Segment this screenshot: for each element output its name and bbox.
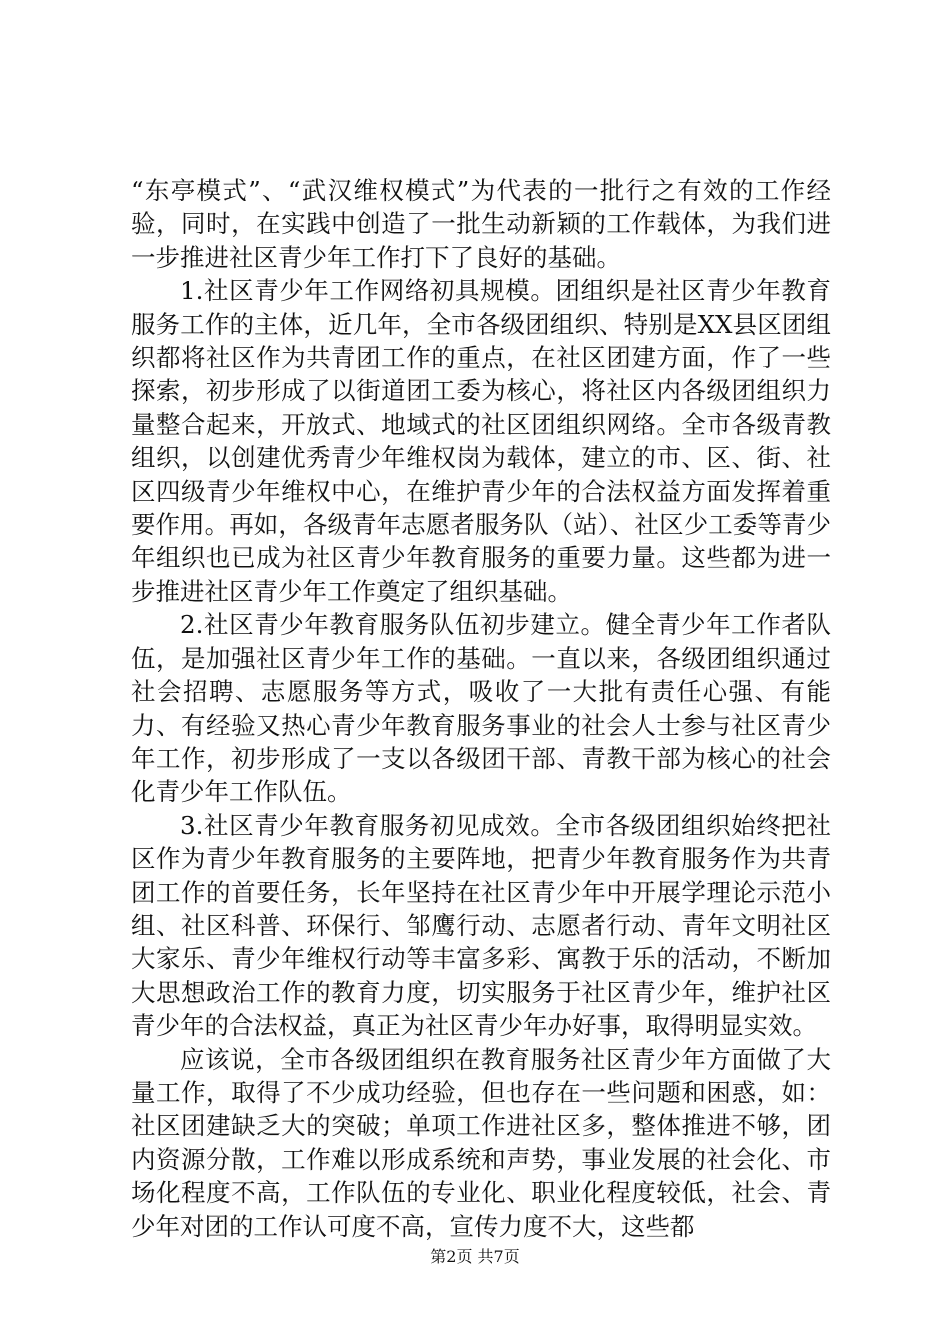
paragraph-team: 2.社区青少年教育服务队伍初步建立。健全青少年工作者队伍，是加强社区青少年工作的基础。一直以来，各级团组织通过社会招聘、志愿服务等方式，吸收了一大批有责任心强、有能力、有经验又热心青少年教育服务事业的社会人士参与社区青少年工作，初步形成了一支以各级团干部、青教干部为核心的社会化青少年工作队伍。 — [131, 610, 831, 807]
paragraph-network: 1.社区青少年工作网络初具规模。团组织是社区青少年教育服务工作的主体，近几年，全市各级团组织、特别是XX县区团组织都将社区作为共青团工作的重点，在社区团建方面，作了一些探索，初步形成了以街道团工委为核心，将社区内各级团组织力量整合起来，开放式、地域式的社区团组织网络。全市各级青教组织，以创建优秀青少年维权岗为载体，建立的市、区、街、社区四级青少年维权中心，在维护青少年的合法权益方面发挥着重要作用。再如，各级青年志愿者服务队（站）、社区少工委等青少年组织也已成为社区青少年教育服务的重要力量。这些都为进一步推进社区青少年工作奠定了组织基础。 — [131, 276, 831, 606]
paragraph-results: 3.社区青少年教育服务初见成效。全市各级团组织始终把社区作为青少年教育服务的主要阵地，把青少年教育服务作为共青团工作的首要任务，长年坚持在社区青少年中开展学理论示范小组、社区科普、环保行、邹鹰行动、志愿者行动、青年文明社区大家乐、青少年维权行动等丰富多彩、寓教于乐的活动，不断加大思想政治工作的教育力度，切实服务于社区青少年，维护社区青少年的合法权益，真正为社区青少年办好事，取得明显实效。 — [131, 810, 831, 1041]
document-body — [131, 174, 831, 1243]
paragraph-problems: 应该说，全市各级团组织在教育服务社区青少年方面做了大量工作，取得了不少成功经验，但也存在一些问题和困惑，如：社区团建缺乏大的突破；单项工作进社区多，整体推进不够，团内资源分散，工作难以形成系统和声势，事业发展的社会化、市场化程度不高，工作队伍的专业化、职业化程度较低，社会、青少年对团的工作认可度不高，宣传力度不大，这些都 — [131, 1044, 831, 1241]
paragraph-intro-continuation: “东亭模式”、“武汉维权模式”为代表的一批行之有效的工作经验，同时，在实践中创造了一批生动新颖的工作载体，为我们进一步推进社区青少年工作打下了良好的基础。 — [131, 176, 831, 272]
page-number-footer: 第2页 共7页 — [430, 1247, 520, 1266]
